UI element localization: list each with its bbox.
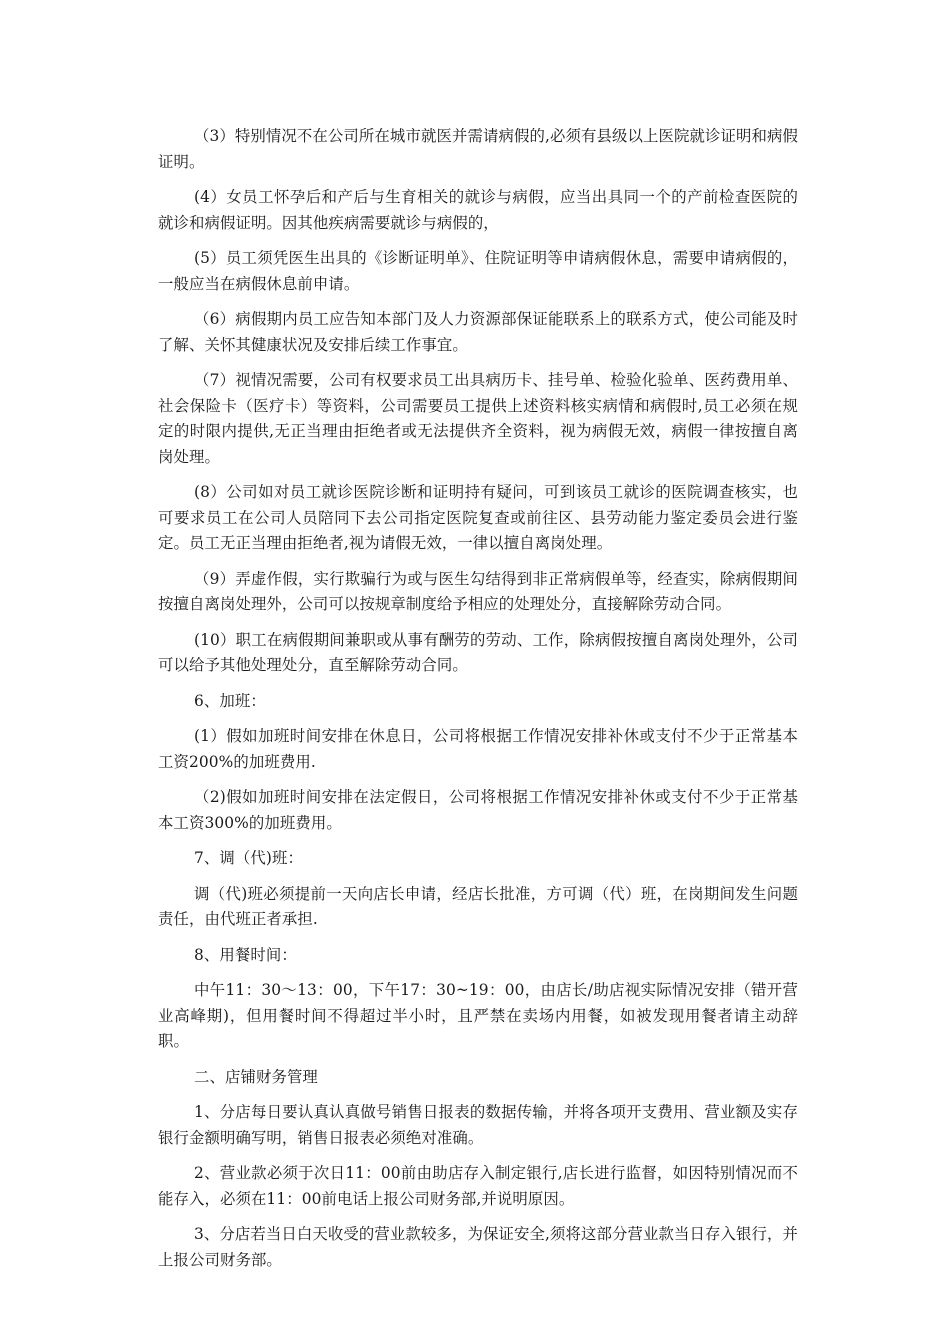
paragraph-sick-leave-8: (8）公司如对员工就诊医院诊断和证明持有疑问，可到该员工就诊的医院调查核实，也可要求员工在公司人员陪同下去公司指定医院复查或前往区、县劳动能力鉴定委员会进行鉴定。员工无正当理由拒绝者,视为请假无效，一律以擅自离岗处理。 [158,483,798,552]
paragraph-meal-time: 中午11：30～13：00，下午17：30~19：00，由店长/助店视实际情况安排（错开营业高峰期)，但用餐时间不得超过半小时，且严禁在卖场内用餐，如被发现用餐者请主动辞职。 [158,981,798,1050]
section-heading-finance: 二、店铺财务管理 [194,1067,318,1086]
paragraph-sick-leave-7: （7）视情况需要，公司有权要求员工出具病历卡、挂号单、检验化验单、医药费用单、社会保险卡（医疗卡）等资料，公司需要员工提供上述资料核实病情和病假时,员工必须在规定的时限内提供,无正当理由拒绝者或无法提供齐全资料，视为病假无效，病假一律按擅自离岗处理。 [158,371,798,466]
paragraph-sick-leave-3: （3）特别情况不在公司所在城市就医并需请病假的,必须有县级以上医院就诊证明和病假证明。 [158,127,798,171]
paragraph-finance-3: 3、分店若当日白天收受的营业款较多，为保证安全,须将这部分营业款当日存入银行，并上报公司财务部。 [158,1225,798,1269]
paragraph-overtime-1: (1）假如加班时间安排在休息日，公司将根据工作情况安排补休或支付不少于正常基本工资200%的加班费用. [158,727,798,771]
paragraph-overtime-2: （2)假如加班时间安排在法定假日，公司将根据工作情况安排补休或支付不少于正常基本工资300%的加班费用。 [158,788,798,832]
paragraph-sick-leave-10: (10）职工在病假期间兼职或从事有酬劳的劳动、工作，除病假按擅自离岗处理外，公司可以给予其他处理处分，直至解除劳动合同。 [158,630,798,674]
section-heading-overtime: 6、加班： [194,691,266,710]
section-heading-meal-time: 8、用餐时间： [194,945,297,964]
paragraph-sick-leave-4: (4）女员工怀孕后和产后与生育相关的就诊与病假，应当出具同一个的产前检查医院的就诊和病假证明。因其他疾病需要就诊与病假的， [158,188,798,232]
paragraph-sick-leave-6: （6）病假期内员工应告知本部门及人力资源部保证能联系上的联系方式，使公司能及时了解、关怀其健康状况及安排后续工作事宜。 [158,310,798,354]
paragraph-sick-leave-9: （9）弄虚作假，实行欺骗行为或与医生勾结得到非正常病假单等，经查实，除病假期间按擅自离岗处理外，公司可以按规章制度给予相应的处理处分，直接解除劳动合同。 [158,569,798,613]
paragraph-sick-leave-5: (5）员工须凭医生出具的《诊断证明单》、住院证明等申请病假休息，需要申请病假的，一般应当在病假休息前申请。 [158,249,798,293]
document-body [158,124,798,1283]
section-heading-shift-swap: 7、调（代)班： [194,849,303,867]
paragraph-shift-swap: 调（代)班必须提前一天向店长申请，经店长批准，方可调（代）班，在岗期间发生问题责任，由代班正者承担. [158,884,798,928]
paragraph-finance-2: 2、营业款必须于次日11：00前由助店存入制定银行,店长进行监督，如因特别情况而不能存入，必须在11：00前电话上报公司财务部,并说明原因。 [158,1164,798,1208]
paragraph-finance-1: 1、分店每日要认真认真做号销售日报表的数据传输，并将各项开支费用、营业额及实存银行金额明确写明，销售日报表必须绝对准确。 [158,1103,798,1147]
